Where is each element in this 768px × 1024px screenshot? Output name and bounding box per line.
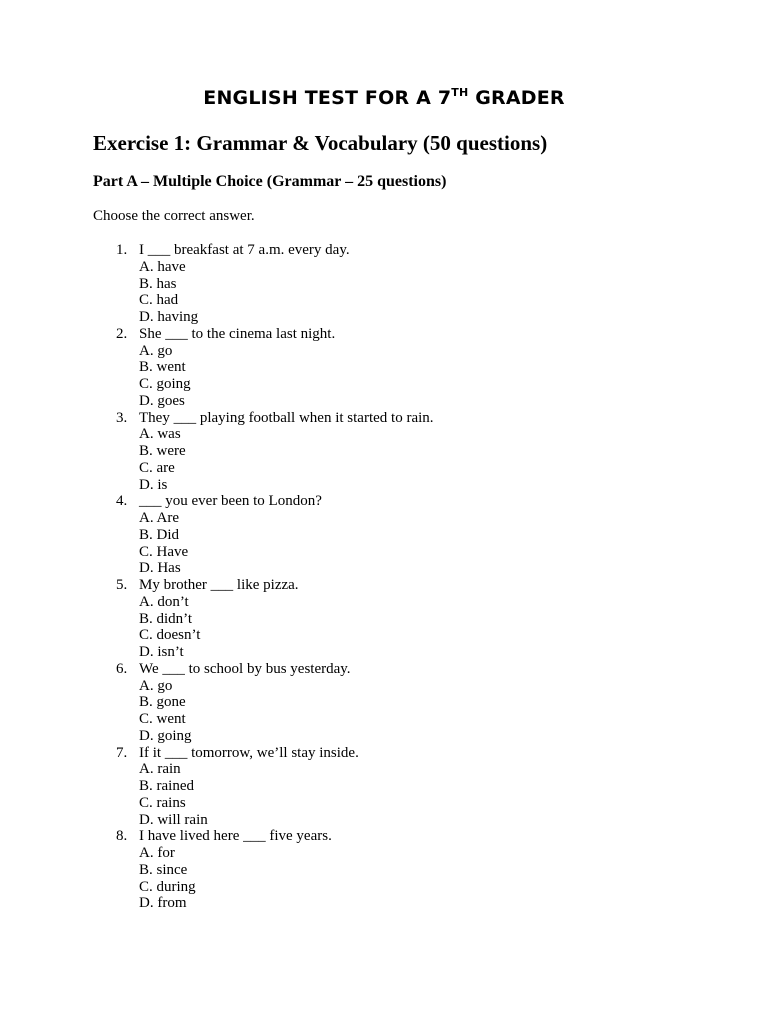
answer-option: A. go bbox=[139, 342, 173, 359]
answer-option: B. rained bbox=[139, 778, 194, 794]
question-number: 8. bbox=[116, 828, 128, 845]
question-number: 7. bbox=[116, 744, 128, 761]
document-title bbox=[0, 86, 768, 110]
question-text: She ___ to the cinema last night. bbox=[139, 325, 336, 342]
question-number: 6. bbox=[116, 660, 128, 677]
answer-option: C. during bbox=[139, 878, 196, 895]
question-text: They ___ playing football when it started to rain. bbox=[139, 409, 434, 426]
answer-option: A. rain bbox=[139, 761, 181, 778]
question-text: If it ___ tomorrow, we’ll stay inside. bbox=[139, 744, 359, 761]
answer-option: C. doesn’t bbox=[139, 627, 201, 644]
answer-option: A. go bbox=[139, 677, 173, 694]
answer-option: B. since bbox=[139, 861, 188, 878]
question-text: I ___ breakfast at 7 a.m. every day. bbox=[139, 242, 350, 258]
question-item bbox=[0, 745, 768, 829]
question-item bbox=[0, 326, 768, 410]
answer-option: D. will rain bbox=[139, 811, 208, 828]
answer-option: B. went bbox=[139, 359, 186, 376]
answer-option: A. don’t bbox=[139, 593, 189, 610]
question-text: We ___ to school by bus yesterday. bbox=[139, 660, 351, 677]
answer-option: C. are bbox=[139, 459, 175, 476]
answer-option: A. for bbox=[139, 845, 175, 861]
answer-option: D. from bbox=[139, 895, 187, 912]
answer-option: B. has bbox=[139, 275, 177, 292]
question-number: 1. bbox=[116, 242, 128, 258]
answer-option: B. were bbox=[139, 443, 186, 459]
question-item bbox=[0, 493, 768, 577]
answer-option: C. went bbox=[139, 711, 186, 727]
question-number: 5. bbox=[116, 577, 128, 593]
question-item bbox=[0, 577, 768, 661]
question-item bbox=[0, 828, 768, 912]
question-text: My brother ___ like pizza. bbox=[139, 577, 299, 593]
answer-option: A. was bbox=[139, 426, 181, 443]
question-item bbox=[0, 410, 768, 494]
answer-option: C. going bbox=[139, 376, 191, 392]
question-text: I have lived here ___ five years. bbox=[139, 828, 332, 845]
title-end: GRADER bbox=[468, 87, 565, 109]
answer-option: C. Have bbox=[139, 543, 189, 560]
answer-option: B. Did bbox=[139, 526, 180, 543]
answer-option: D. is bbox=[139, 476, 168, 493]
question-number: 4. bbox=[116, 493, 128, 510]
question-number: 3. bbox=[116, 409, 128, 426]
title-superscript: TH bbox=[451, 85, 469, 99]
part-heading: Part A – Multiple Choice (Grammar – 25 questions) bbox=[93, 173, 447, 190]
question-item bbox=[0, 242, 768, 326]
question-item bbox=[0, 661, 768, 745]
question-list bbox=[0, 242, 768, 912]
answer-option: D. Has bbox=[139, 560, 181, 577]
answer-option: A. Are bbox=[139, 510, 179, 526]
answer-option: A. have bbox=[139, 258, 186, 275]
answer-option: C. rains bbox=[139, 794, 186, 811]
answer-option: B. gone bbox=[139, 694, 186, 711]
exercise-heading: Exercise 1: Grammar & Vocabulary (50 questions) bbox=[93, 131, 548, 155]
question-text: ___ you ever been to London? bbox=[139, 493, 322, 510]
answer-option: D. goes bbox=[139, 392, 185, 409]
instructions-text: Choose the correct answer. bbox=[93, 208, 255, 224]
title-main: ENGLISH TEST FOR A 7 bbox=[203, 87, 452, 109]
answer-option: C. had bbox=[139, 292, 179, 309]
answer-option: D. having bbox=[139, 309, 199, 325]
answer-option: D. isn’t bbox=[139, 644, 184, 660]
question-number: 2. bbox=[116, 325, 128, 342]
answer-option: D. going bbox=[139, 727, 192, 744]
answer-option: B. didn’t bbox=[139, 610, 193, 627]
